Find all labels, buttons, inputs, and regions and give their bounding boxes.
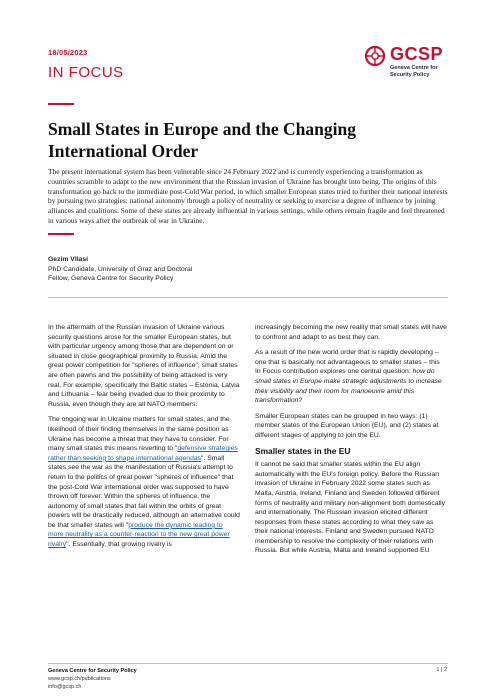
paragraph: increasingly becoming the new reality that small states will have to confront and adapt to as best they can.: [255, 324, 447, 341]
paragraph: It cannot be said that smaller states within the EU align automatically with the EU's foreign policy. Before the Russian invasion of Ukraine in February 2022 some states such as Malta, Austria, Ireland, Finland and Sweden followed different forms of neutrality and military non-alignment both domestically and internationally. The Russian invasion elicited different responses from these states according to what they saw as their national interests. Finland and Sweden pursued NATO membership to resolve the complexity of their relations with Russia. But while Austria, Malta and Ireland supported EU: [255, 461, 446, 555]
neutrality-counter-reaction-link[interactable]: produce the dynamic leading to more neutrality as a counter-reaction to the new great power rivalry: [48, 521, 230, 549]
footer-email[interactable]: info@gcsp.ch: [48, 684, 82, 690]
page-number: 1 | 2: [436, 667, 447, 673]
author-role-line1: PhD Candidate, University of Graz and Doctoral: [48, 265, 193, 273]
paragraph: Smaller European states can be grouped in two ways: (1) member states of the European Union (EU), and (2) states at different stages of applying to join the EU.: [255, 412, 439, 439]
author-role-line2: Fellow, Geneva Centre for Security Policy: [48, 275, 174, 282]
section-divider: [48, 297, 448, 298]
gcsp-logo: [364, 44, 450, 84]
paragraph-text: The ongoing war in Ukraine matters for small states, and the likelihood of their finding themselves in the same position as Ukraine has become a threat that they have to consider. For many small states this means reverting to ": [48, 416, 230, 453]
body-column-right: [255, 323, 447, 562]
footer-organization: Geneva Centre for Security Policy: [48, 668, 137, 674]
paragraph-text: ". Small states see the war as the manifestation of Russia's attempt to return to the politics of great power "spheres of influence" that the post-Cold War international order was supposed to have thrown off forever. Within the spheres of influence, the autonomy of small states that fall within the orbits of great powers will be drastically reduced, although an alternative could be that smaller states will ": [48, 454, 240, 529]
paragraph: [255, 348, 447, 406]
defensive-strategies-link[interactable]: defensive strategies rather than seeking to shape international agendas: [48, 445, 238, 462]
central-question: how do small states in Europe make strategic adjustments to increase their visibility and their room for manoeuvre amid this transformation?: [255, 368, 442, 405]
subheading: Smaller states in the EU: [255, 445, 351, 456]
footer-url[interactable]: www.gcsp.ch/publications: [48, 676, 111, 682]
paragraph: [48, 415, 240, 549]
section-label: IN FOCUS: [48, 64, 124, 81]
accent-rule-author: [48, 233, 74, 235]
author-block: [48, 255, 278, 284]
footer-divider: [48, 663, 448, 664]
author-name: Gezim Vllasi: [48, 256, 89, 263]
paragraph-text: As a result of the new world order that is rapidly developing – one that is basically not advantageous to smaller states – this In Focus contribution explores one central question:: [255, 349, 440, 376]
paragraph-text: ". Essentially, that growing rivalry is: [66, 541, 172, 549]
body-column-left: [48, 323, 240, 556]
logo-subtitle: Geneva Centre for Security Policy: [390, 65, 438, 78]
publication-date: 18/05/2023: [48, 48, 88, 57]
footer-info: [48, 667, 137, 691]
gcsp-logo-icon: [364, 45, 386, 67]
article-title: Small States in Europe and the Changing International Order: [48, 119, 356, 161]
logo-wordmark: GCSP: [390, 44, 444, 64]
accent-rule: [48, 103, 74, 105]
article-abstract: The present international system has been vulnerable since 24 February 2022 and is currently experiencing a transformation as countries scramble to adapt to the new environment that the Russian invasion of Ukraine has brought into being. The origins of this transformation go back to the immediate post-Cold War period, in which smaller European states tried to further their national interests by pursuing two strategies: national autonomy through a policy of neutrality or seeking to exercise a degree of influence by joining alliances and coalitions. Some of these states are already influential in various settings, while others remain fragile and feel threatened in various ways after the outbreak of war in Ukraine.: [48, 167, 448, 225]
paragraph: In the aftermath of the Russian invasion of Ukraine various security questions arose for the smaller European states, but with particular urgency among those that are dependent on or situated in close geographical proximity to Russia. Amid the great power competition for "spheres of influence", small states are often pawns and the possibility of being attacked is very real. For example, specifically the Baltic states – Estonia, Latvia and Lithuania – fear being invaded due to their proximity to Russia, even though they are all NATO members.: [48, 324, 240, 408]
